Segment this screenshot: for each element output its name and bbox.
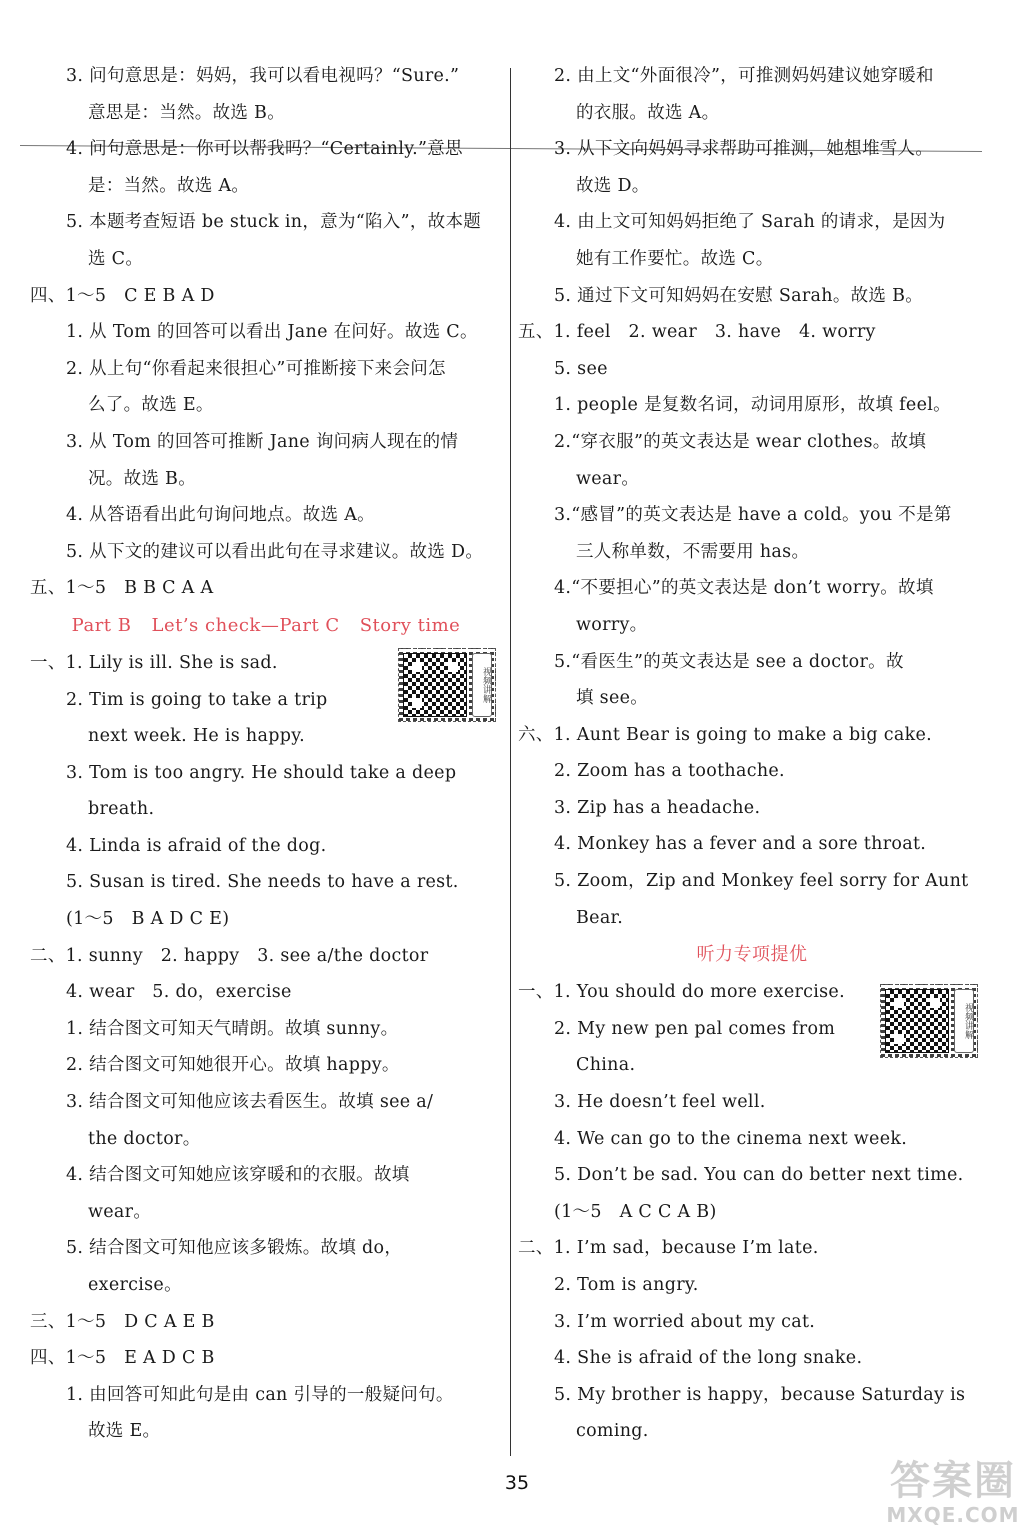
- answer-line: 5. Zoom，Zip and Monkey feel sorry for Aunt: [554, 871, 969, 892]
- section-heading: [30, 607, 502, 645]
- section-heading-part: Let’s check—Part C: [151, 614, 340, 636]
- answer-line: 5. 通过下文可知妈妈在安慰 Sarah。故选 B。: [554, 285, 924, 306]
- section-heading-part: Story time: [359, 614, 461, 636]
- answer-line: breath.: [88, 799, 155, 820]
- answer-line: 一、1. Lily is ill. She is sad.: [30, 652, 278, 673]
- answer-line: worry。: [576, 614, 648, 635]
- answer-line: 5. Susan is tired. She needs to have a rest.: [66, 872, 459, 893]
- answer-line: (1～5 B A D C E): [66, 909, 230, 930]
- answer-line: 5. 结合图文可知他应该多锻炼。故填 do，: [66, 1238, 403, 1259]
- answer-line: 2.“穿衣服”的英文表达是 wear clothes。故填: [554, 431, 927, 452]
- answer-line: 的衣服。故选 A。: [576, 102, 720, 123]
- answer-line: 3. I’m worried about my cat.: [554, 1311, 816, 1332]
- answer-line: 三人称单数，不需要用 has。: [576, 541, 810, 562]
- answer-line: 4. 结合图文可知她应该穿暖和的衣服。故填: [66, 1165, 410, 1186]
- qr-label: 视频讲解: [472, 653, 492, 717]
- section-heading-part: Part B: [71, 614, 132, 636]
- answer-line: 5.“看医生”的英文表达是 see a doctor。故: [554, 651, 904, 672]
- answer-line: 4. She is afraid of the long snake.: [554, 1348, 863, 1369]
- answer-line: wear。: [88, 1201, 152, 1222]
- right-column: [518, 58, 986, 1450]
- answer-line: 4. 从答语看出此句询问地点。故选 A。: [66, 505, 375, 526]
- watermark-text: 答案圈: [890, 1458, 1016, 1504]
- answer-line: 3. Zip has a headache.: [554, 797, 761, 818]
- answer-line: exercise。: [88, 1275, 182, 1295]
- answer-line: 六、1. Aunt Bear is going to make a big cake.: [518, 724, 933, 745]
- answer-line: 1. 结合图文可知天气晴朗。故填 sunny。: [66, 1018, 399, 1039]
- page-number: 35: [504, 1472, 530, 1494]
- answer-line: 1. people 是复数名词，动词用原形，故填 feel。: [554, 395, 951, 416]
- answer-line: 四、1～5 C E B A D: [30, 285, 215, 306]
- answer-line: 4.“不要担心”的英文表达是 don’t worry。故填: [554, 578, 934, 599]
- answer-line: 么了。故选 E。: [88, 395, 214, 416]
- answer-line: 五、1～5 B B C A A: [30, 578, 214, 599]
- section-heading-part: 听力专项提优: [696, 944, 808, 966]
- answer-line: 意思是：当然。故选 B。: [88, 102, 286, 123]
- answer-line: (1～5 A C C A B): [554, 1201, 717, 1222]
- answer-line: 3. 从 Tom 的回答可推断 Jane 询问病人现在的情: [66, 431, 459, 452]
- answer-line: 选 C。: [88, 248, 144, 269]
- answer-line: 1. 由回答可知此句是由 can 引导的一般疑问句。: [66, 1384, 454, 1405]
- answer-line: 2. 由上文“外面很冷”，可推测妈妈建议她穿暖和: [554, 66, 934, 86]
- answer-line: 3. 从下文向妈妈寻求帮助可推测，她想堆雪人。: [554, 139, 934, 160]
- answer-line: 2. 结合图文可知她很开心。故填 happy。: [66, 1055, 400, 1076]
- watermark-url: MXQE.COM: [886, 1503, 1020, 1527]
- answer-line: 5. 本题考查短语 be stuck in，意为“陷入”，故本题: [66, 212, 482, 233]
- answer-line: 4. Monkey has a fever and a sore throat.: [554, 834, 927, 855]
- answer-line: 4. We can go to the cinema next week.: [554, 1128, 908, 1149]
- column-divider: [510, 68, 511, 1456]
- answer-line: 3. He doesn’t feel well.: [554, 1092, 766, 1113]
- answer-line: 2. Zoom has a toothache.: [554, 761, 785, 782]
- answer-line: the doctor。: [88, 1128, 201, 1149]
- answer-line: 3. 结合图文可知他应该去看医生。故填 see a/: [66, 1092, 434, 1113]
- answer-line: 五、1. feel 2. wear 3. have 4. worry: [518, 322, 876, 343]
- left-column: [30, 58, 502, 1450]
- answer-line: 4. 问句意思是：你可以帮我吗？“Certainly.”意思: [66, 139, 463, 160]
- answer-line: 2. My new pen pal comes from: [554, 1018, 836, 1039]
- answer-line: Bear.: [576, 907, 624, 928]
- answer-line: 3. Tom is too angry. He should take a deep: [66, 762, 457, 783]
- answer-line: 故选 D。: [576, 175, 650, 196]
- answer-line: 她有工作要忙。故选 C。: [576, 248, 774, 269]
- answer-line: 3. 问句意思是：妈妈，我可以看电视吗？“Sure.”: [66, 66, 460, 86]
- answer-line: 故选 E。: [88, 1421, 161, 1442]
- answer-line: wear。: [576, 468, 640, 489]
- answer-line: 填 see。: [576, 688, 649, 709]
- answer-line: 4. Linda is afraid of the dog.: [66, 835, 327, 856]
- answer-line: coming.: [576, 1421, 649, 1442]
- qr-code-icon: [885, 989, 949, 1053]
- answer-line: 2. Tim is going to take a trip: [66, 689, 328, 710]
- answer-line: 2. 从上句“你看起来很担心”可推断接下来会问怎: [66, 358, 446, 379]
- answer-line: 3.“感冒”的英文表达是 have a cold。you 不是第: [554, 505, 952, 526]
- answer-line: 5. Don’t be sad. You can do better next time.: [554, 1165, 964, 1186]
- qr-label: 视频讲解: [954, 989, 974, 1053]
- answer-line: 三、1～5 D C A E B: [30, 1311, 215, 1332]
- answer-line: 四、1～5 E A D C B: [30, 1348, 215, 1369]
- answer-line: 4. 由上文可知妈妈拒绝了 Sarah 的请求，是因为: [554, 212, 946, 233]
- answer-line: next week. He is happy.: [88, 726, 305, 747]
- qr-code[interactable]: [880, 984, 978, 1058]
- answer-line: 5. My brother is happy，because Saturday is: [554, 1384, 966, 1405]
- watermark-logo: [878, 1458, 1028, 1532]
- answer-line: 1. 从 Tom 的回答可以看出 Jane 在问好。故选 C。: [66, 322, 478, 343]
- answer-line: 二、1. sunny 2. happy 3. see a/the doctor: [30, 945, 429, 966]
- answer-line: China.: [576, 1055, 636, 1076]
- answer-line: 4. wear 5. do，exercise: [66, 982, 292, 1003]
- qr-code-icon: [403, 653, 467, 717]
- answer-line: 是：当然。故选 A。: [88, 175, 250, 196]
- answer-line: 5. 从下文的建议可以看出此句在寻求建议。故选 D。: [66, 541, 484, 562]
- section-heading: [518, 936, 986, 974]
- answer-line: 5. see: [554, 358, 608, 379]
- answer-line: 一、1. You should do more exercise.: [518, 982, 845, 1003]
- answer-line: 2. Tom is angry.: [554, 1275, 699, 1295]
- answer-line: 况。故选 B。: [88, 468, 197, 489]
- qr-code[interactable]: [398, 648, 496, 722]
- answer-line: 二、1. I’m sad，because I’m late.: [518, 1238, 819, 1259]
